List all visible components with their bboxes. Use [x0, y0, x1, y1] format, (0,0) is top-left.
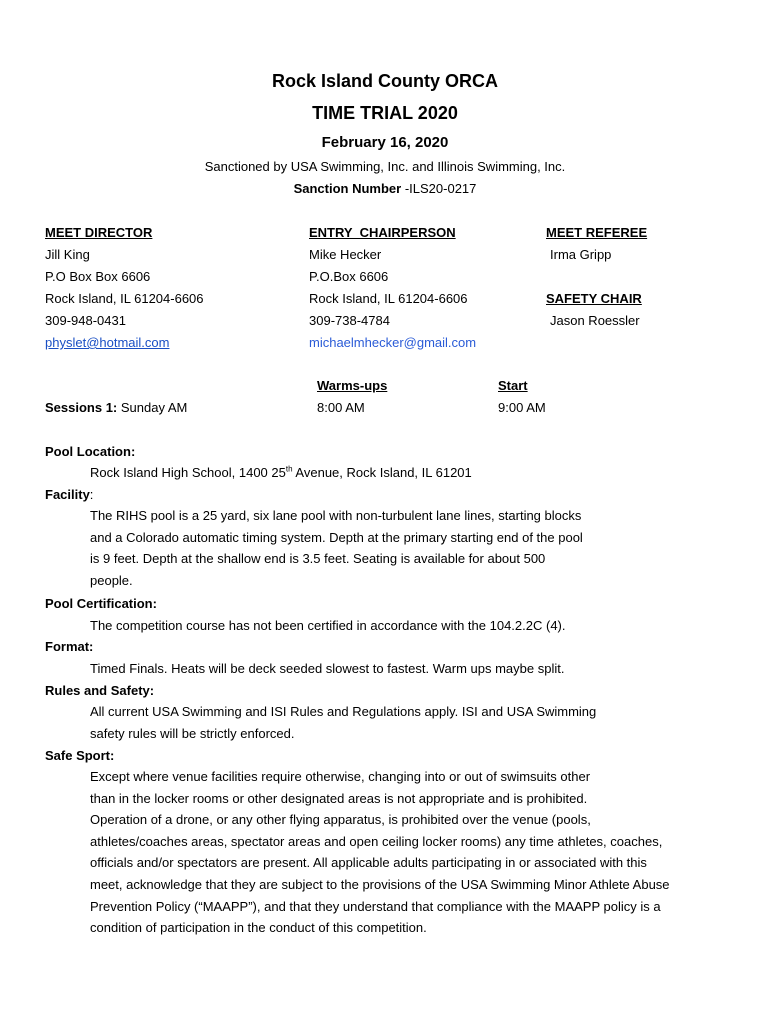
- pool-certification-text: The competition course has not been certified in accordance with the 104.2.2C (4).: [90, 618, 566, 633]
- pool-location-heading: Pool Location:: [45, 444, 136, 459]
- safe-sport-line: Operation of a drone, or any other flying apparatus, is prohibited over the venue (pools,: [90, 812, 591, 828]
- facility-heading-line: [45, 487, 93, 502]
- meet-referee-name: Irma Gripp: [550, 247, 612, 262]
- start-heading: Start: [498, 378, 528, 393]
- entry-chair-address1: P.O.Box 6606: [309, 269, 389, 284]
- rules-paragraph: [90, 701, 730, 744]
- pool-certification-heading: Pool Certification:: [45, 596, 157, 611]
- meet-referee-heading: MEET REFEREE: [546, 225, 648, 240]
- meet-director-email-link[interactable]: physlet@hotmail.com: [45, 335, 170, 350]
- safety-chair-heading: SAFETY CHAIR: [546, 291, 642, 306]
- session-day: Sunday AM: [120, 400, 188, 415]
- facility-colon: :: [89, 487, 94, 502]
- entry-chair-email-link[interactable]: michaelmhecker@gmail.com: [309, 335, 477, 350]
- meet-director-address1: P.O Box Box 6606: [45, 269, 151, 284]
- sanction-number: -ILS20-0217: [404, 181, 477, 196]
- format-heading: Format:: [45, 639, 94, 654]
- warmups-time: 8:00 AM: [317, 400, 365, 415]
- entry-chair-name: Mike Hecker: [309, 247, 382, 262]
- sanction-line: [0, 181, 770, 196]
- facility-paragraph: [90, 505, 730, 591]
- sanction-label: Sanction Number: [293, 181, 402, 196]
- entry-chair-phone: 309-738-4784: [309, 313, 390, 328]
- sanction-statement: Sanctioned by USA Swimming, Inc. and Illinois Swimming, Inc.: [204, 159, 566, 174]
- meet-director-heading: MEET DIRECTOR: [45, 225, 153, 240]
- safe-sport-paragraph: [90, 766, 730, 939]
- warmups-heading: Warms-ups: [317, 378, 388, 393]
- facility-line: people.: [90, 572, 133, 588]
- session-line: [45, 400, 187, 415]
- pool-location-ordinal: th: [285, 464, 293, 474]
- safe-sport-line: than in the locker rooms or other designated areas is not appropriate and is prohibited.: [90, 790, 588, 806]
- meet-director-address2: Rock Island, IL 61204-6606: [45, 291, 204, 306]
- start-time: 9:00 AM: [498, 400, 546, 415]
- format-text: Timed Finals. Heats will be deck seeded slowest to fastest. Warm ups maybe split.: [90, 661, 565, 676]
- rules-line: safety rules will be strictly enforced.: [90, 725, 295, 741]
- facility-line: is 9 feet. Depth at the shallow end is 3.5 feet. Seating is available for about 500: [90, 551, 546, 567]
- safe-sport-heading: Safe Sport:: [45, 748, 115, 763]
- facility-heading: Facility: [45, 487, 90, 502]
- rules-line: All current USA Swimming and ISI Rules and Regulations apply. ISI and USA Swimming: [90, 704, 597, 719]
- meet-director-phone: 309-948-0431: [45, 313, 126, 328]
- meet-date: February 16, 2020: [321, 134, 449, 151]
- safe-sport-line: condition of participation in the conduct of this competition.: [90, 920, 427, 936]
- safe-sport-line: Except where venue facilities require otherwise, changing into or out of swimsuits other: [90, 769, 591, 784]
- pool-location-text-b: Avenue, Rock Island, IL 61201: [292, 465, 472, 480]
- entry-chair-heading: ENTRY CHAIRPERSON: [309, 225, 456, 240]
- document-title: Rock Island County ORCA: [271, 71, 499, 91]
- safe-sport-line: meet, acknowledge that they are subject to the provisions of the USA Swimming Minor Athlete Abuse: [90, 876, 670, 892]
- facility-line: The RIHS pool is a 25 yard, six lane pool with non-turbulent lane lines, starting blocks: [90, 508, 582, 523]
- session-label: Sessions 1:: [45, 400, 118, 415]
- pool-location-text-a: Rock Island High School, 1400 25: [90, 465, 286, 480]
- pool-location-address: [90, 465, 472, 480]
- safety-chair-name: Jason Roessler: [550, 313, 640, 328]
- safe-sport-line: Prevention Policy (“MAAPP”), and that they understand that compliance with the MAAPP policy is a: [90, 898, 661, 914]
- rules-heading: Rules and Safety:: [45, 683, 155, 698]
- safe-sport-line: athletes/coaches areas, spectator areas and open ceiling locker rooms) any time athletes, coaches,: [90, 833, 663, 849]
- entry-chair-address2: Rock Island, IL 61204-6606: [309, 291, 468, 306]
- meet-director-name: Jill King: [45, 247, 90, 262]
- facility-line: and a Colorado automatic timing system. Depth at the primary starting end of the pool: [90, 529, 583, 545]
- document-subtitle: TIME TRIAL 2020: [312, 103, 458, 123]
- safe-sport-line: officials and/or spectators are present. All applicable adults participating in or associated with this: [90, 855, 647, 871]
